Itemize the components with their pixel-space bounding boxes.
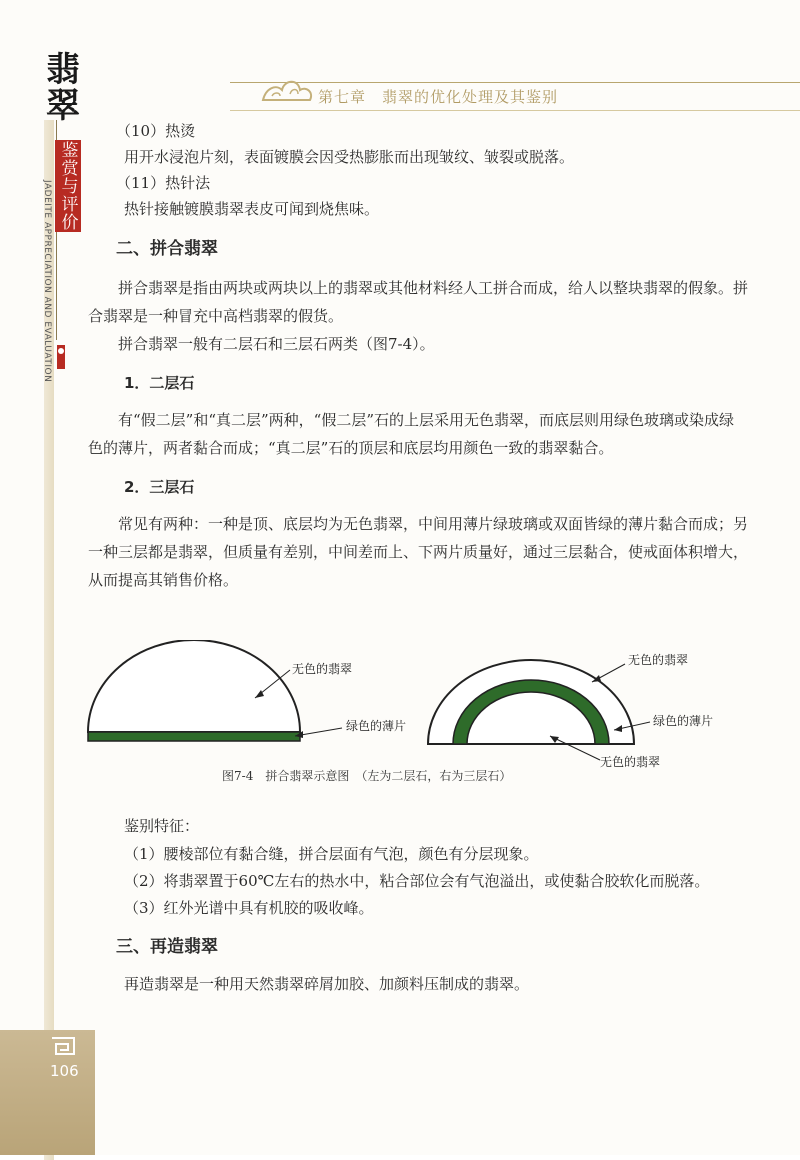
section-2-title: 二、拼合翡翠 [116,239,218,259]
book-logo: 翡翠 [46,50,80,126]
identification-content [88,812,748,998]
subsection-1-text: 有“假二层”和“真二层”两种，“假二层”石的上层采用无色翡翠，而底层则用绿色玻璃或染成绿色的薄片，两者黏合而成；“真二层”石的顶层和底层均用颜色一致的翡翠黏合。 [88,411,735,457]
header-rule-bottom [230,110,800,111]
left-label-bottom: 绿色的薄片 [346,719,407,733]
section-3-text: 再造翡翠是一种用天然翡翠碎屑加胶、加颜料压制成的翡翠。 [124,975,530,993]
page-number: 106 [50,1062,79,1080]
fret-pattern-icon [50,1036,76,1056]
book-english-title: JADEITE APPRECIATION AND EVALUATION [42,180,52,383]
item-10-title: （10）热烫 [116,122,196,140]
section-2-paragraph-1: 拼合翡翠是指由两块或两块以上的翡翠或其他材料经人工拼合而成，给人以整块翡翠的假象。拼合翡翠是一种冒充中高档翡翠的假货。 [88,279,749,325]
subsection-2-text: 常见有两种：一种是顶、底层均为无色翡翠，中间用薄片绿玻璃或双面皆绿的薄片黏合而成；另一种三层都是翡翠，但质量有差别，中间差而上、下两片质量好，通过三层黏合，使戒面体积增大，从而提高其销售价格。 [88,515,749,589]
subsection-1-title: 1．二层石 [124,374,195,392]
subsection-2-title: 2．三层石 [124,478,195,496]
identification-1: （1）腰棱部位有黏合缝，拼合层面有气泡，颜色有分层现象。 [124,845,539,863]
chapter-header: 第七章 翡翠的优化处理及其鉴别 [318,88,559,106]
red-ornament-icon [55,345,67,369]
left-dome [88,640,300,732]
item-11-text: 热针接触镀膜翡翠表皮可闻到烧焦味。 [124,200,380,218]
bottom-corner-block [0,1030,95,1155]
section-2-paragraph-2: 拼合翡翠一般有二层石和三层石两类（图7-4）。 [118,335,435,353]
identification-3: （3）红外光谱中具有机胶的吸收峰。 [124,899,374,917]
main-content [88,118,748,594]
figure-caption: 图7-4 拼合翡翠示意图 （左为二层石，右为三层石） [222,769,512,783]
identification-title: 鉴别特征： [124,817,200,835]
item-11-title: （11）热针法 [116,174,211,192]
right-label-middle: 绿色的薄片 [653,714,714,728]
left-label-top: 无色的翡翠 [292,662,353,676]
item-10-text: 用开水浸泡片刻，表面镀膜会因受热膨胀而出现皱纹、皱裂或脱落。 [124,148,575,166]
book-subtitle-badge: 鉴赏与评价 [55,140,81,232]
section-3-title: 三、再造翡翠 [116,937,218,957]
cloud-ornament-icon [258,66,318,108]
right-label-top: 无色的翡翠 [628,653,689,667]
right-label-bottom: 无色的翡翠 [600,755,661,769]
left-green-layer [88,732,300,741]
identification-2: （2）将翡翠置于60℃左右的热水中，粘合部位会有气泡溢出，或使黏合胶软化而脱落。 [124,872,710,890]
